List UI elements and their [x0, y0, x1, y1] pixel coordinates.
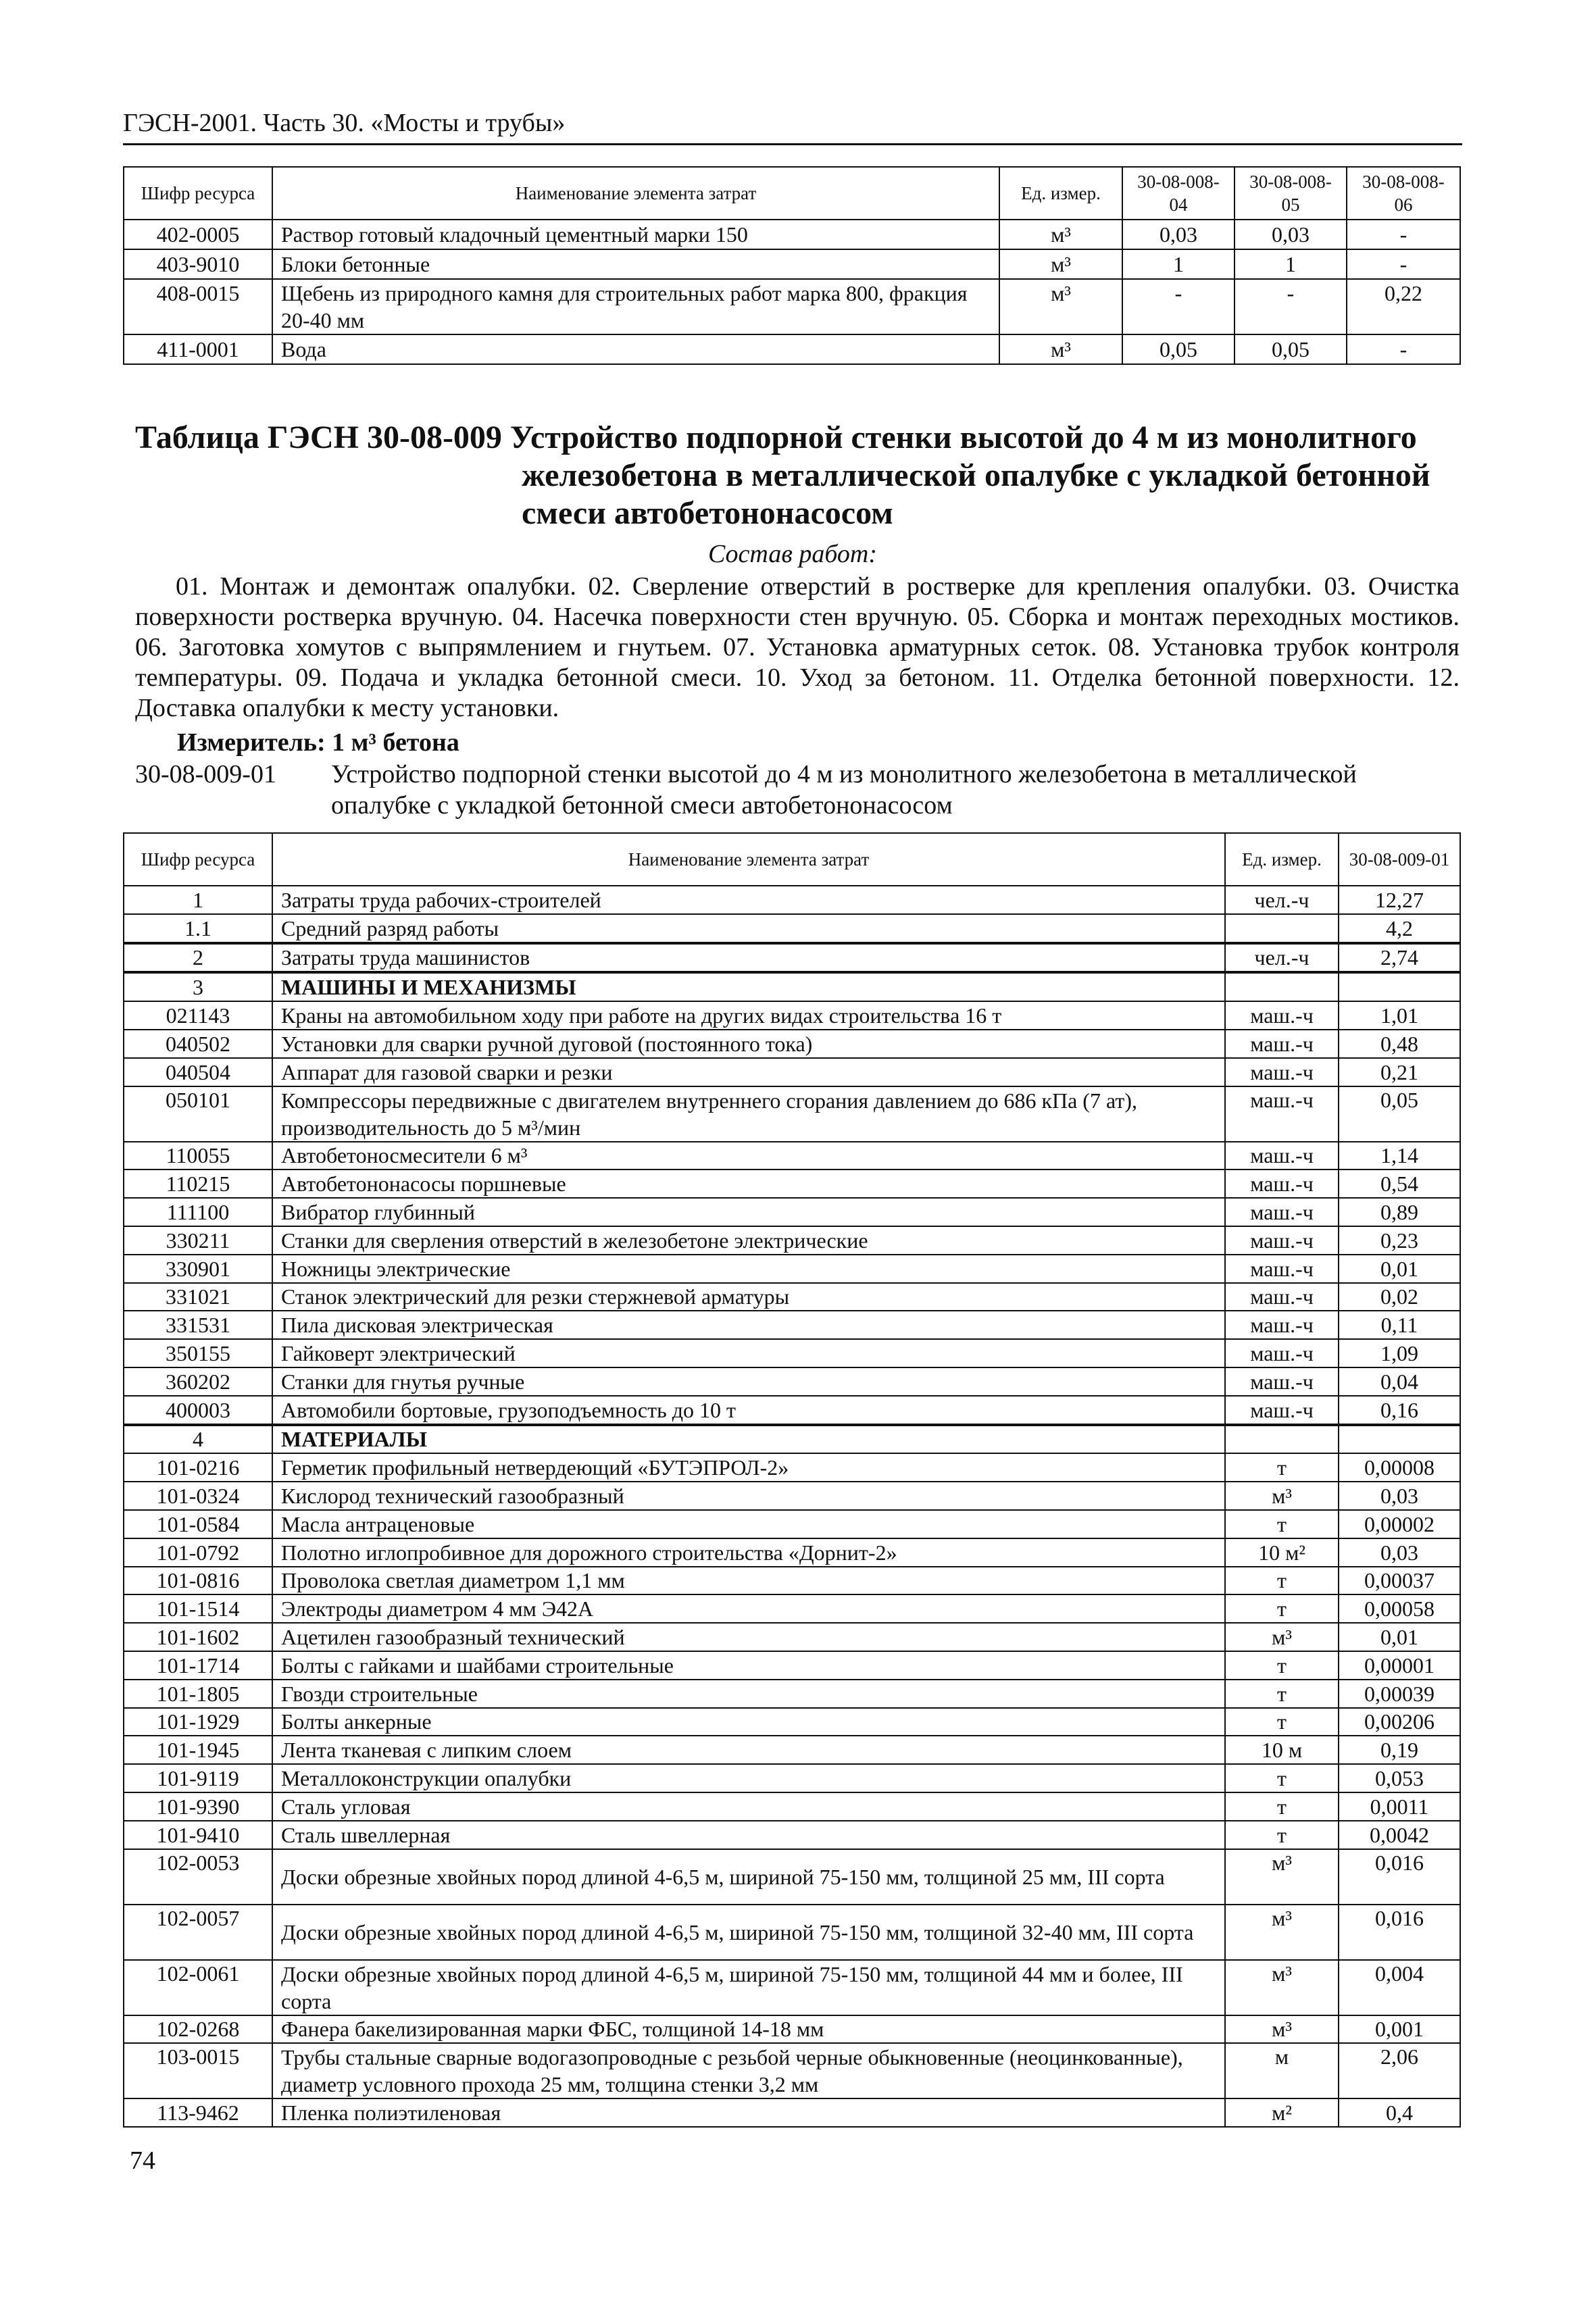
cell-code: 330211 [124, 1226, 272, 1255]
cell-code: 1.1 [124, 914, 272, 943]
cell-code: 110055 [124, 1142, 272, 1170]
cell-unit: т [1225, 1792, 1339, 1821]
cell-code: 101-1514 [124, 1594, 272, 1623]
cell-code: 403-9010 [124, 249, 272, 279]
table-row [124, 1792, 1460, 1821]
table-row [124, 1905, 1460, 1960]
table-row [124, 2043, 1460, 2098]
cell-name: Ножницы электрические [272, 1255, 1225, 1283]
cell-code: 101-0792 [124, 1538, 272, 1567]
meter-label: Измеритель: 1 м³ бетона [177, 728, 459, 757]
resource-table-prev [123, 166, 1461, 365]
table-row [124, 220, 1460, 249]
cell-value: 0,22 [1347, 279, 1460, 334]
cell-value: 0,00039 [1339, 1680, 1460, 1708]
cell-code: 102-0061 [124, 1960, 272, 2015]
table-header-row [124, 167, 1460, 220]
cell-unit: м³ [1225, 1849, 1339, 1905]
page-header: ГЭСН-2001. Часть 30. «Мосты и трубы» [123, 108, 1462, 145]
column-header: Шифр ресурса [124, 833, 272, 886]
cell-code: 3 [124, 972, 272, 1001]
cell-value: 2,06 [1339, 2043, 1460, 2098]
table-row [124, 972, 1460, 1001]
table-row [124, 886, 1460, 914]
cell-unit: маш.-ч [1225, 1086, 1339, 1142]
table-row [124, 1311, 1460, 1339]
cell-unit [1225, 1425, 1339, 1454]
cell-value: 0,016 [1339, 1905, 1460, 1960]
cell-value: 0,11 [1339, 1311, 1460, 1339]
column-header: 30-08-008-05 [1235, 167, 1347, 220]
cell-unit: т [1225, 1453, 1339, 1482]
cell-unit: м³ [1225, 1482, 1339, 1510]
cell-value: 0,05 [1122, 334, 1235, 364]
cell-name: Затраты труда рабочих-строителей [272, 886, 1225, 914]
cell-unit: т [1225, 1510, 1339, 1538]
cell-value: 0,23 [1339, 1226, 1460, 1255]
column-header: Ед. измер. [999, 167, 1122, 220]
table-row [124, 1169, 1460, 1198]
cell-name: Вибратор глубинный [272, 1198, 1225, 1226]
table-row [124, 1142, 1460, 1170]
cell-value: - [1122, 279, 1235, 334]
norm-code: 30-08-009-01 [135, 760, 276, 788]
cell-name: Трубы стальные сварные водогазопроводные с резьбой черные обыкновенные (неоцинкованные), диаметр условного прохода 25 мм, толщина стенки 3,2 мм [272, 2043, 1225, 2098]
cell-unit: м³ [999, 249, 1122, 279]
cell-value: - [1347, 220, 1460, 249]
table-row [124, 1001, 1460, 1030]
cell-code: 101-9410 [124, 1821, 272, 1849]
cell-code: 330901 [124, 1255, 272, 1283]
cell-name: Герметик профильный нетвердеющий «БУТЭПРОЛ-2» [272, 1453, 1225, 1482]
cell-name: Доски обрезные хвойных пород длиной 4-6,5 м, шириной 75-150 мм, толщиной 44 мм и более, III сорта [272, 1960, 1225, 2015]
cell-code: 101-1602 [124, 1623, 272, 1651]
table-row [124, 1510, 1460, 1538]
cell-name: Болты с гайками и шайбами строительные [272, 1651, 1225, 1680]
table-row [124, 1567, 1460, 1595]
table-row [124, 1651, 1460, 1680]
cell-code: 408-0015 [124, 279, 272, 334]
cell-value: 0,00002 [1339, 1510, 1460, 1538]
table-row [124, 1482, 1460, 1510]
cell-value: 4,2 [1339, 914, 1460, 943]
table-row [124, 1030, 1460, 1058]
column-header: Наименование элемента затрат [272, 833, 1225, 886]
cell-value: 0,0042 [1339, 1821, 1460, 1849]
cell-name: Доски обрезные хвойных пород длиной 4-6,5 м, шириной 75-150 мм, толщиной 32-40 мм, III сорта [272, 1905, 1225, 1960]
cell-unit: м³ [1225, 1905, 1339, 1960]
cell-value: 0,19 [1339, 1736, 1460, 1764]
cell-unit: чел.-ч [1225, 886, 1339, 914]
cell-name: Гвозди строительные [272, 1680, 1225, 1708]
norm-description [135, 759, 1460, 821]
column-header: Наименование элемента затрат [272, 167, 999, 220]
cell-name: Автобетоносмесители 6 м³ [272, 1142, 1225, 1170]
cell-name: Щебень из природного камня для строительных работ марка 800, фракция 20-40 мм [272, 279, 999, 334]
cell-name: Аппарат для газовой сварки и резки [272, 1058, 1225, 1086]
cell-code: 101-1714 [124, 1651, 272, 1680]
cell-code: 102-0268 [124, 2015, 272, 2044]
cell-code: 331021 [124, 1283, 272, 1311]
cell-name: Станок электрический для резки стержневой арматуры [272, 1283, 1225, 1311]
cell-name: Фанера бакелизированная марки ФБС, толщиной 14-18 мм [272, 2015, 1225, 2044]
cell-unit: т [1225, 1594, 1339, 1623]
cell-value: 0,05 [1339, 1086, 1460, 1142]
cell-unit: м³ [999, 220, 1122, 249]
cell-value: 0,03 [1339, 1482, 1460, 1510]
table-row [124, 1708, 1460, 1736]
cell-name: Краны на автомобильном ходу при работе на других видах строительства 16 т [272, 1001, 1225, 1030]
cell-value: 0,016 [1339, 1849, 1460, 1905]
table-row [124, 1680, 1460, 1708]
table-row [124, 279, 1460, 334]
cell-value: 1 [1235, 249, 1347, 279]
cell-code: 350155 [124, 1339, 272, 1367]
cell-value: 0,00206 [1339, 1708, 1460, 1736]
cell-unit: маш.-ч [1225, 1226, 1339, 1255]
cell-name: МАТЕРИАЛЫ [272, 1425, 1225, 1454]
cell-name: Полотно иглопробивное для дорожного строительства «Дорнит-2» [272, 1538, 1225, 1567]
page-number: 74 [130, 2146, 155, 2175]
cell-value: 0,54 [1339, 1169, 1460, 1198]
cell-name: Станки для гнутья ручные [272, 1367, 1225, 1396]
cell-unit: т [1225, 1651, 1339, 1680]
cell-code: 101-9390 [124, 1792, 272, 1821]
cell-unit: м³ [1225, 1960, 1339, 2015]
cell-value: 12,27 [1339, 886, 1460, 914]
cell-value: 0,03 [1122, 220, 1235, 249]
cell-value: 0,03 [1235, 220, 1347, 249]
cell-value: 0,89 [1339, 1198, 1460, 1226]
cell-code: 101-1805 [124, 1680, 272, 1708]
cell-unit [1225, 972, 1339, 1001]
column-header: 30-08-008-06 [1347, 167, 1460, 220]
cell-name: Металлоконструкции опалубки [272, 1764, 1225, 1792]
cell-value: 0,16 [1339, 1396, 1460, 1425]
cell-value: 0,00058 [1339, 1594, 1460, 1623]
cell-name: Станки для сверления отверстий в железобетоне электрические [272, 1226, 1225, 1255]
table-row [124, 249, 1460, 279]
cell-code: 101-0324 [124, 1482, 272, 1510]
composition-label: Состав работ: [707, 540, 878, 568]
cell-unit: маш.-ч [1225, 1169, 1339, 1198]
cell-code: 101-1945 [124, 1736, 272, 1764]
cell-unit: 10 м [1225, 1736, 1339, 1764]
cell-unit: т [1225, 1708, 1339, 1736]
table-row [124, 1960, 1460, 2015]
title-line: смеси автобетононасосом [522, 495, 893, 531]
table-row [124, 1764, 1460, 1792]
cell-value: 0,004 [1339, 1960, 1460, 2015]
column-header: 30-08-009-01 [1339, 833, 1460, 886]
cell-name: Проволока светлая диаметром 1,1 мм [272, 1567, 1225, 1595]
cell-code: 050101 [124, 1086, 272, 1142]
cell-unit: м³ [999, 279, 1122, 334]
cell-unit: маш.-ч [1225, 1058, 1339, 1086]
table-row [124, 1623, 1460, 1651]
cell-code: 101-9119 [124, 1764, 272, 1792]
cell-name: Компрессоры передвижные с двигателем внутреннего сгорания давлением до 686 кПа (7 ат), производительность до 5 м³/мин [272, 1086, 1225, 1142]
cell-name: Автомобили бортовые, грузоподъемность до 10 т [272, 1396, 1225, 1425]
table-row [124, 1339, 1460, 1367]
cell-unit: маш.-ч [1225, 1001, 1339, 1030]
cell-value: 1,14 [1339, 1142, 1460, 1170]
works-description: 01. Монтаж и демонтаж опалубки. 02. Сверление отверстий в ростверке для крепления опалубки. 03. Очистка поверхности ростверка вручную. 04. Насечка поверхности стен вручную. 05. Сборка и монтаж переходных мостиков. 06. Заготовка хомутов с выпрямлением и гнутьем. 07. Установка арматурных сеток. 08. Установка трубок контроля температуры. 09. Подача и укладка бетонной смеси. 10. Уход за бетоном. 11. Отделка бетонной поверхности. 12. Доставка опалубки к месту установки. [135, 572, 1460, 722]
table-row [124, 1538, 1460, 1567]
cell-name: Вода [272, 334, 999, 364]
table-row [124, 1255, 1460, 1283]
cell-code: 402-0005 [124, 220, 272, 249]
cell-code: 411-0001 [124, 334, 272, 364]
cell-value: 1 [1122, 249, 1235, 279]
cell-unit: м [1225, 2043, 1339, 2098]
cell-name: Гайковерт электрический [272, 1339, 1225, 1367]
cell-unit: маш.-ч [1225, 1198, 1339, 1226]
cell-name: Болты анкерные [272, 1708, 1225, 1736]
table-row [124, 1086, 1460, 1142]
cell-code: 1 [124, 886, 272, 914]
table-row [124, 1425, 1460, 1454]
cell-unit: м³ [999, 334, 1122, 364]
cell-name: Установки для сварки ручной дуговой (постоянного тока) [272, 1030, 1225, 1058]
table-row [124, 2098, 1460, 2127]
cell-code: 360202 [124, 1367, 272, 1396]
cell-unit: т [1225, 1764, 1339, 1792]
cell-code: 103-0015 [124, 2043, 272, 2098]
cell-name: Доски обрезные хвойных пород длиной 4-6,5 м, шириной 75-150 мм, толщиной 25 мм, III сорта [272, 1849, 1225, 1905]
cell-value [1339, 972, 1460, 1001]
column-header: Ед. измер. [1225, 833, 1339, 886]
cell-name: Раствор готовый кладочный цементный марки 150 [272, 220, 999, 249]
cell-code: 102-0053 [124, 1849, 272, 1905]
cell-unit: 10 м² [1225, 1538, 1339, 1567]
cell-code: 2 [124, 943, 272, 973]
column-header: 30-08-008-04 [1122, 167, 1235, 220]
cell-name: Автобетононасосы поршневые [272, 1169, 1225, 1198]
cell-code: 110215 [124, 1169, 272, 1198]
cell-value: 0,0011 [1339, 1792, 1460, 1821]
cell-code: 331531 [124, 1311, 272, 1339]
cell-unit: м³ [1225, 1623, 1339, 1651]
column-header: Шифр ресурса [124, 167, 272, 220]
cell-value: 0,05 [1235, 334, 1347, 364]
cell-code: 102-0057 [124, 1905, 272, 1960]
cell-unit: маш.-ч [1225, 1396, 1339, 1425]
resource-table [123, 832, 1461, 2128]
cell-code: 040504 [124, 1058, 272, 1086]
cell-value: - [1347, 334, 1460, 364]
cell-name: Масла антраценовые [272, 1510, 1225, 1538]
cell-code: 111100 [124, 1198, 272, 1226]
cell-unit: маш.-ч [1225, 1255, 1339, 1283]
cell-code: 101-0216 [124, 1453, 272, 1482]
cell-value [1339, 1425, 1460, 1454]
cell-unit: м³ [1225, 2015, 1339, 2044]
cell-name: Пленка полиэтиленовая [272, 2098, 1225, 2127]
table-row [124, 1849, 1460, 1905]
cell-name: Затраты труда машинистов [272, 943, 1225, 973]
cell-value: 0,00008 [1339, 1453, 1460, 1482]
norm-text: Устройство подпорной стенки высотой до 4 м из монолитного железобетона в металлической опалубке с укладкой бетонной смеси автобетононасосом [331, 760, 1357, 820]
table-row [124, 2015, 1460, 2044]
table-row [124, 1594, 1460, 1623]
table-row [124, 1367, 1460, 1396]
cell-value: 0,02 [1339, 1283, 1460, 1311]
cell-name: Сталь швеллерная [272, 1821, 1225, 1849]
cell-value: 0,01 [1339, 1255, 1460, 1283]
table-row [124, 943, 1460, 973]
table-row [124, 1058, 1460, 1086]
cell-unit: м² [1225, 2098, 1339, 2127]
cell-name: Средний разряд работы [272, 914, 1225, 943]
cell-code: 4 [124, 1425, 272, 1454]
cell-value: 2,74 [1339, 943, 1460, 973]
cell-name: Блоки бетонные [272, 249, 999, 279]
cell-unit: т [1225, 1680, 1339, 1708]
table-row [124, 1396, 1460, 1425]
cell-value: 0,053 [1339, 1764, 1460, 1792]
cell-value: 0,00001 [1339, 1651, 1460, 1680]
cell-unit: маш.-ч [1225, 1311, 1339, 1339]
table-row [124, 1736, 1460, 1764]
cell-value: - [1347, 249, 1460, 279]
cell-code: 101-1929 [124, 1708, 272, 1736]
cell-unit: маш.-ч [1225, 1142, 1339, 1170]
cell-unit: т [1225, 1821, 1339, 1849]
cell-value: 0,48 [1339, 1030, 1460, 1058]
cell-unit: маш.-ч [1225, 1367, 1339, 1396]
cell-value: 0,21 [1339, 1058, 1460, 1086]
cell-unit: чел.-ч [1225, 943, 1339, 973]
title-line: железобетона в металлической опалубке с укладкой бетонной [522, 457, 1430, 493]
cell-code: 021143 [124, 1001, 272, 1030]
table-header-row [124, 833, 1460, 886]
cell-name: Кислород технический газообразный [272, 1482, 1225, 1510]
cell-name: МАШИНЫ И МЕХАНИЗМЫ [272, 972, 1225, 1001]
cell-code: 101-0816 [124, 1567, 272, 1595]
cell-value: 0,04 [1339, 1367, 1460, 1396]
cell-unit: маш.-ч [1225, 1339, 1339, 1367]
table-row [124, 1453, 1460, 1482]
table-row [124, 1198, 1460, 1226]
cell-unit: т [1225, 1567, 1339, 1595]
cell-value: 1,01 [1339, 1001, 1460, 1030]
cell-name: Ацетилен газообразный технический [272, 1623, 1225, 1651]
cell-value: 0,001 [1339, 2015, 1460, 2044]
cell-value: 0,4 [1339, 2098, 1460, 2127]
table-row [124, 334, 1460, 364]
section-title [135, 419, 1460, 532]
cell-unit [1225, 914, 1339, 943]
table-row [124, 1821, 1460, 1849]
cell-value: 1,09 [1339, 1339, 1460, 1367]
cell-code: 113-9462 [124, 2098, 272, 2127]
cell-name: Сталь угловая [272, 1792, 1225, 1821]
cell-value: - [1235, 279, 1347, 334]
cell-unit: маш.-ч [1225, 1030, 1339, 1058]
table-row [124, 914, 1460, 943]
cell-value: 0,03 [1339, 1538, 1460, 1567]
cell-value: 0,00037 [1339, 1567, 1460, 1595]
cell-name: Пила дисковая электрическая [272, 1311, 1225, 1339]
table-row [124, 1226, 1460, 1255]
cell-unit: маш.-ч [1225, 1283, 1339, 1311]
cell-code: 040502 [124, 1030, 272, 1058]
table-row [124, 1283, 1460, 1311]
cell-code: 101-0584 [124, 1510, 272, 1538]
cell-code: 400003 [124, 1396, 272, 1425]
cell-name: Лента тканевая с липким слоем [272, 1736, 1225, 1764]
cell-name: Электроды диаметром 4 мм Э42А [272, 1594, 1225, 1623]
cell-value: 0,01 [1339, 1623, 1460, 1651]
title-line: Таблица ГЭСН 30-08-009 Устройство подпорной стенки высотой до 4 м из монолитного [135, 420, 1417, 455]
